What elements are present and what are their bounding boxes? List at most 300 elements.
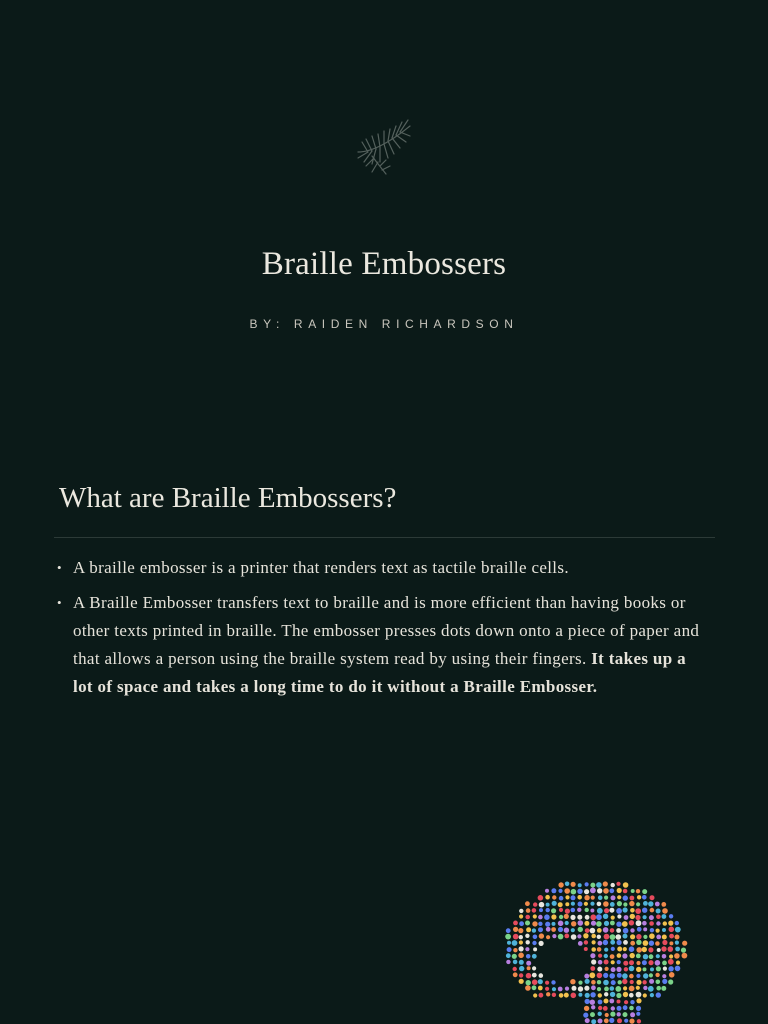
decor-dot: [616, 882, 620, 886]
decor-dot: [656, 992, 661, 997]
decor-dot: [610, 992, 615, 997]
decor-dot: [609, 973, 615, 979]
decor-dot: [617, 888, 622, 893]
decor-dot: [668, 959, 674, 965]
decor-dot: [623, 947, 627, 951]
decor-dot: [596, 921, 602, 927]
decor-dot: [525, 915, 530, 920]
decor-dot: [637, 927, 642, 932]
decor-dot: [662, 908, 668, 914]
decor-dot: [623, 889, 628, 894]
decor-dot: [526, 908, 531, 913]
decor-dot: [681, 948, 686, 953]
decor-dot: [598, 993, 602, 997]
decor-dot: [571, 902, 575, 906]
decor-dot: [675, 941, 679, 945]
decor-dot: [577, 908, 581, 912]
decor-dot: [630, 934, 635, 939]
decor-dot: [616, 922, 621, 927]
decor-dot: [551, 927, 556, 932]
decor-dot: [622, 979, 627, 984]
decor-dot: [591, 921, 596, 926]
decor-dot: [558, 882, 563, 887]
decor-dot: [546, 903, 550, 907]
decor-dot: [636, 947, 642, 953]
decor-dot: [636, 967, 641, 972]
decor-dot: [636, 902, 640, 906]
decor-dot: [636, 986, 640, 990]
bullet-icon: •: [57, 595, 62, 610]
decor-dot: [578, 927, 583, 932]
decor-dot: [662, 979, 667, 984]
decor-dot: [519, 973, 523, 977]
decor-dot: [617, 1012, 621, 1016]
decor-dot: [513, 967, 517, 971]
decor-dot: [565, 895, 569, 899]
decor-dot: [650, 928, 654, 932]
decor-dot: [630, 1000, 634, 1004]
decor-dot: [571, 895, 576, 900]
decor-dot: [583, 933, 588, 938]
page-title: Braille Embossers: [261, 246, 507, 282]
decor-dot: [674, 953, 680, 959]
decor-dot: [570, 915, 575, 920]
decor-dot: [676, 961, 680, 965]
bullet-icon: •: [57, 560, 62, 575]
decor-dot: [616, 928, 621, 933]
bullet-list: [55, 554, 705, 708]
title-slide: [0, 0, 768, 450]
decor-dot: [604, 908, 609, 913]
decor-dot: [578, 920, 584, 926]
decor-dot: [564, 993, 569, 998]
decor-dot: [643, 986, 647, 990]
decor-dot: [590, 966, 595, 971]
decor-dot: [616, 934, 622, 940]
decor-dot: [617, 895, 621, 899]
decor-dot: [650, 967, 654, 971]
decor-dot: [669, 934, 674, 939]
decor-dot: [649, 933, 655, 939]
decor-dot: [656, 935, 661, 940]
decor-dot: [571, 921, 576, 926]
decor-dot: [643, 927, 647, 931]
decor-dot: [597, 902, 602, 907]
decor-dot: [656, 966, 661, 971]
decor-dot: [611, 967, 616, 972]
decor-dot: [623, 961, 628, 966]
decor-dot: [661, 946, 666, 951]
decor-dot: [513, 927, 518, 932]
decor-dot: [630, 980, 634, 984]
decor-dot: [525, 934, 529, 938]
decor-dot: [546, 935, 550, 939]
decor-dot: [617, 940, 622, 945]
decor-dot: [564, 934, 569, 939]
decor-dot: [559, 896, 564, 901]
decor-dot: [662, 914, 667, 919]
decor-dot: [675, 966, 681, 972]
decor-dot: [585, 1018, 590, 1023]
decor-dot: [538, 986, 543, 991]
decor-dot: [603, 888, 609, 894]
decor-dot: [642, 947, 647, 952]
decor-dot: [631, 889, 635, 893]
decor-dot: [643, 935, 647, 939]
decor-dot: [623, 1012, 628, 1017]
decor-dot: [584, 921, 589, 926]
decor-dot: [526, 927, 531, 932]
decor-dot: [526, 973, 532, 979]
decor-dot: [590, 928, 596, 934]
decor-dot: [630, 941, 635, 946]
decor-dot: [610, 902, 615, 907]
decor-dot: [610, 954, 615, 959]
decor-dot: [558, 927, 563, 932]
decor-dot: [662, 974, 666, 978]
decor-dot: [649, 921, 654, 926]
decor-dot: [617, 960, 621, 964]
decor-dot: [590, 1000, 595, 1005]
decor-dot: [624, 967, 628, 971]
decor-dot: [617, 914, 621, 918]
decor-dot: [615, 986, 621, 992]
decor-dot: [565, 921, 569, 925]
decor-dot: [604, 1018, 609, 1023]
decor-dot: [591, 1019, 596, 1024]
decor-dot: [578, 902, 583, 907]
decor-dot: [552, 922, 556, 926]
decor-dot: [519, 946, 524, 951]
decor-dot: [650, 993, 654, 997]
question-mark-dots-icon: [500, 876, 690, 1024]
decor-dot: [648, 947, 653, 952]
decor-dot: [591, 947, 596, 952]
decor-dot: [507, 947, 512, 952]
decor-dot: [611, 883, 615, 887]
decor-dot: [590, 909, 594, 913]
decor-dot: [650, 895, 655, 900]
bullet-text: A braille embosser is a printer that renders text as tactile braille cells.: [73, 558, 569, 577]
decor-dot: [598, 1006, 602, 1010]
decor-dot: [675, 947, 680, 952]
decor-dot: [597, 980, 601, 984]
decor-dot: [539, 973, 544, 978]
decor-dot: [617, 973, 622, 978]
decor-dot: [636, 992, 642, 998]
decor-dot: [507, 941, 511, 945]
decor-dot: [603, 914, 608, 919]
decor-dot: [571, 993, 577, 999]
decor-dot: [527, 966, 531, 970]
decor-dot: [675, 927, 681, 933]
decor-dot: [590, 902, 594, 906]
decor-dot: [525, 947, 529, 951]
decor-dot: [611, 980, 616, 985]
decor-dot: [552, 901, 557, 906]
decor-dot: [661, 902, 666, 907]
decor-dot: [519, 979, 524, 984]
decor-dot: [675, 935, 680, 940]
decor-dot: [597, 973, 603, 979]
decor-dot: [559, 915, 563, 919]
decor-dot: [564, 888, 570, 894]
decor-dot: [571, 934, 577, 940]
decor-dot: [589, 972, 595, 978]
decor-dot: [609, 908, 614, 913]
decor-dot: [598, 895, 603, 900]
decor-dot: [584, 902, 588, 906]
decor-dot: [655, 941, 660, 946]
decor-dot: [577, 915, 582, 920]
decor-dot: [526, 954, 531, 959]
decor-dot: [636, 889, 640, 893]
decor-dot: [539, 993, 544, 998]
bullet-bold-text: It takes up a lot of space and takes a long time to do it without a Braille Embosser.: [73, 649, 686, 696]
decor-dot: [617, 947, 622, 952]
decor-dot: [512, 940, 518, 946]
decor-dot: [598, 954, 602, 958]
decor-dot: [584, 986, 589, 991]
decor-dot: [636, 998, 641, 1003]
decor-dot: [590, 953, 595, 958]
decor-dot: [629, 974, 634, 979]
decor-dot: [584, 1006, 589, 1011]
decor-dot: [609, 1018, 614, 1023]
decor-dot: [682, 941, 687, 946]
decor-dot: [629, 1006, 634, 1011]
decor-dot: [584, 940, 588, 944]
author-byline: BY: RAIDEN RICHARDSON: [249, 317, 519, 331]
decor-dot: [539, 941, 544, 946]
decor-dot: [571, 908, 576, 913]
decor-dot: [622, 973, 628, 979]
decor-dot: [558, 921, 564, 927]
decor-dot: [618, 980, 622, 984]
decor-dot: [519, 909, 523, 913]
decor-dot: [636, 1012, 640, 1016]
decor-dot: [630, 953, 635, 958]
decor-dot: [655, 960, 661, 966]
decor-dot: [636, 940, 641, 945]
decor-dot: [546, 927, 551, 932]
decor-dot: [668, 979, 673, 984]
decor-dot: [533, 914, 537, 918]
decor-dot: [585, 915, 590, 920]
decor-dot: [552, 987, 556, 991]
decor-dot: [643, 940, 649, 946]
decor-dot: [597, 928, 602, 933]
decor-dot: [584, 947, 588, 951]
decor-dot: [623, 1005, 628, 1010]
pine-branch-icon: [348, 112, 418, 182]
decor-dot: [629, 946, 635, 952]
decor-dot: [558, 934, 564, 940]
decor-dot: [636, 974, 640, 978]
decor-dot: [552, 895, 556, 899]
decor-dot: [649, 973, 653, 977]
decor-dot: [642, 921, 647, 926]
decor-dot: [571, 882, 576, 887]
decor-dot: [539, 908, 543, 912]
decor-dot: [668, 966, 673, 971]
decor-dot: [669, 914, 673, 918]
decor-dot: [661, 986, 666, 991]
decor-dot: [604, 960, 609, 965]
decor-dot: [564, 928, 569, 933]
decor-dot: [629, 993, 634, 998]
decor-dot: [630, 914, 635, 919]
decor-dot: [617, 901, 622, 906]
decor-dot: [604, 896, 608, 900]
decor-dot: [623, 934, 628, 939]
decor-dot: [551, 908, 556, 913]
decor-dot: [532, 941, 536, 945]
decor-dot: [663, 921, 667, 925]
decor-dot: [532, 966, 536, 970]
decor-dot: [663, 967, 667, 971]
decor-dot: [597, 947, 602, 952]
decor-dot: [623, 902, 627, 906]
decor-dot: [635, 908, 641, 914]
decor-dot: [623, 986, 627, 990]
decor-dot: [513, 934, 519, 940]
decor-dot: [597, 908, 603, 914]
decor-dot: [649, 954, 654, 959]
decor-dot: [565, 902, 569, 906]
decor-dot: [513, 960, 518, 965]
decor-dot: [532, 979, 538, 985]
decor-dot: [532, 921, 537, 926]
decor-dot: [656, 954, 660, 958]
decor-dot: [519, 914, 523, 918]
decor-dot: [604, 948, 608, 952]
decor-dot: [570, 979, 575, 984]
decor-dot: [591, 980, 596, 985]
decor-dot: [656, 909, 661, 914]
decor-dot: [577, 934, 581, 938]
decor-dot: [551, 888, 556, 893]
decor-dot: [546, 992, 550, 996]
decor-dot: [616, 908, 622, 914]
decor-dot: [538, 915, 543, 920]
decor-dot: [519, 935, 523, 939]
decor-dot: [611, 947, 615, 951]
decor-dot: [605, 1013, 609, 1017]
decor-dot: [590, 888, 596, 894]
decor-dot: [636, 980, 641, 985]
decor-dot: [506, 953, 511, 958]
decor-dot: [578, 981, 582, 985]
decor-dot: [551, 980, 555, 984]
decor-dot: [597, 967, 602, 972]
decor-dot: [513, 921, 518, 926]
decor-dot: [643, 993, 647, 997]
decor-dot: [624, 1019, 628, 1023]
decor-dot: [610, 986, 615, 991]
decor-dot: [604, 987, 609, 992]
decor-dot: [513, 948, 517, 952]
decor-dot: [617, 1000, 621, 1004]
decor-dot: [585, 882, 589, 886]
decor-dot: [617, 1006, 622, 1011]
decor-dot: [623, 895, 628, 900]
bullet-text: A Braille Embosser transfers text to braille and is more efficient than having books or other texts printed in braille. The embosser presses dots down onto a piece of paper and that allows a person using the braille system read by using their fingers.: [73, 593, 700, 668]
decor-dot: [642, 908, 647, 913]
decor-dot: [525, 901, 530, 906]
decor-dot: [591, 934, 596, 939]
decor-dot: [572, 986, 577, 991]
decor-dot: [604, 921, 609, 926]
decor-dot: [668, 921, 673, 926]
decor-dot: [538, 979, 543, 984]
decor-dot: [629, 920, 634, 925]
decor-dot: [603, 1006, 608, 1011]
decor-dot: [532, 985, 537, 990]
decor-dot: [552, 993, 556, 997]
decor-dot: [657, 948, 661, 952]
decor-dot: [669, 941, 673, 945]
decor-dot: [519, 966, 524, 971]
decor-dot: [591, 896, 595, 900]
decor-dot: [571, 889, 577, 895]
decor-dot: [648, 901, 653, 906]
decor-dot: [656, 921, 660, 925]
decor-dot: [649, 979, 654, 984]
decor-dot: [512, 954, 517, 959]
decor-dot: [590, 883, 595, 888]
decor-dot: [604, 954, 608, 958]
decor-dot: [591, 985, 596, 990]
decor-dot: [539, 933, 544, 938]
decor-dot: [668, 946, 674, 952]
decor-dot: [605, 967, 609, 971]
decor-dot: [551, 914, 556, 919]
decor-dot: [519, 921, 524, 926]
decor-dot: [603, 980, 609, 986]
decor-dot: [565, 987, 569, 991]
list-item: [55, 554, 705, 582]
list-item: [55, 589, 705, 701]
decor-dot: [636, 934, 641, 939]
decor-dot: [603, 927, 609, 933]
decor-dot: [603, 881, 608, 886]
decor-dot: [578, 941, 583, 946]
decor-dot: [558, 987, 563, 992]
decor-dot: [539, 902, 545, 908]
decor-dot: [585, 993, 590, 998]
decor-dot: [662, 928, 666, 932]
decor-dot: [656, 986, 661, 991]
decor-dot: [506, 960, 510, 964]
decor-dot: [559, 993, 564, 998]
decor-dot: [590, 992, 595, 997]
decor-dot: [533, 993, 537, 997]
decor-dot: [611, 916, 615, 920]
decor-dot: [506, 928, 511, 933]
decor-dot: [583, 1013, 588, 1018]
decor-dot: [585, 908, 589, 912]
decor-dot: [532, 908, 537, 913]
decor-dot: [526, 940, 530, 944]
decor-dot: [623, 928, 629, 934]
decor-dot: [545, 987, 549, 991]
decor-dot: [622, 921, 628, 927]
decor-dot: [577, 889, 582, 894]
decor-dot: [578, 986, 583, 991]
divider: [54, 537, 715, 538]
decor-dot: [624, 915, 629, 920]
